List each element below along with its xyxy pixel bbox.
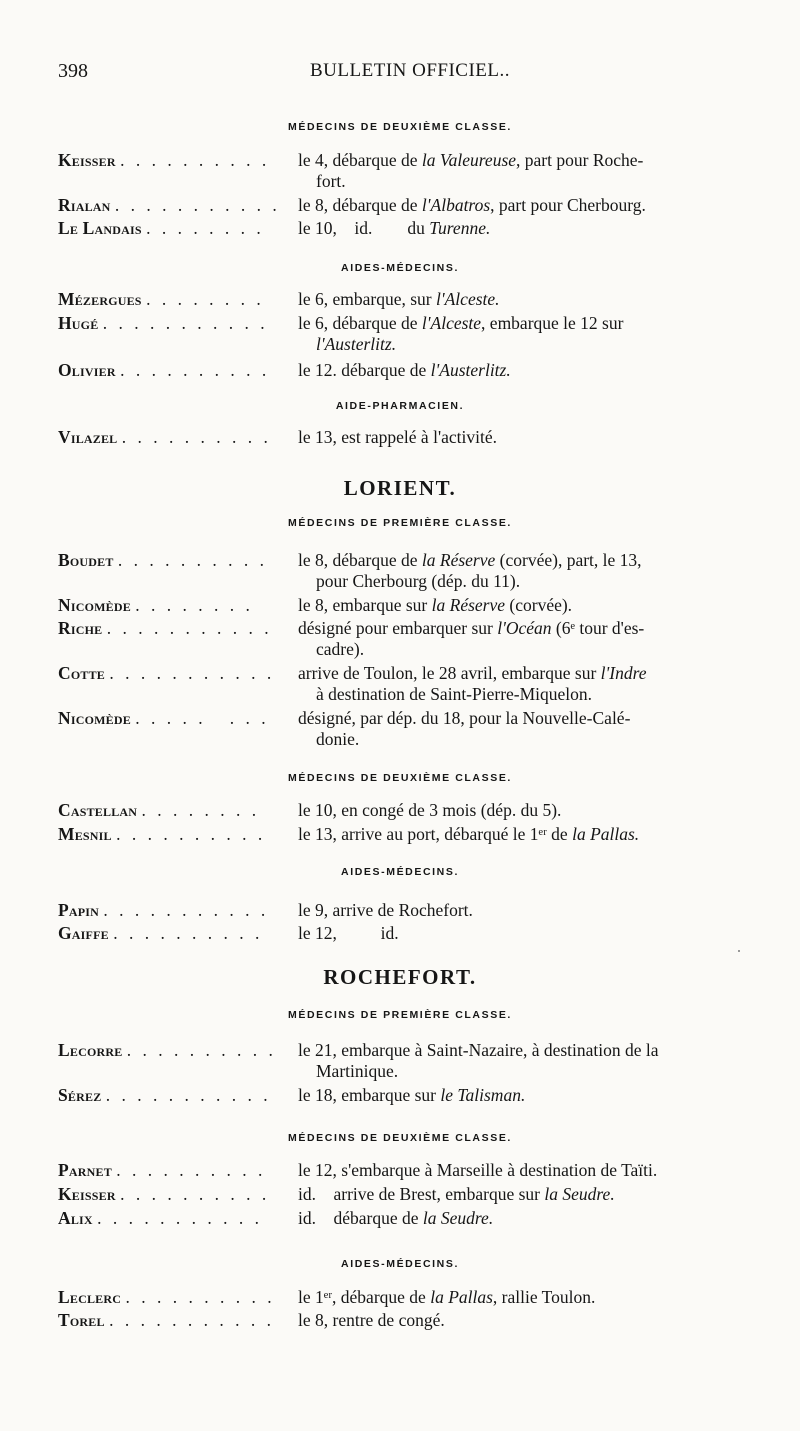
entry-name: Gaiffe xyxy=(58,923,109,943)
section-heading: MÉDECINS DE PREMIÈRE CLASSE. xyxy=(288,517,512,529)
entry-boudet: Boudet . . . . . . . . . . le 8, débarque de la Réserve (corvée), part, le 13, pour Cherbourg (dép. du 11). xyxy=(58,550,642,591)
entry-parnet: Parnet . . . . . . . . . . le 12, s'embarque à Marseille à destination de Taïti. xyxy=(58,1160,658,1180)
entry-name: Alix xyxy=(58,1208,93,1228)
section-heading: MÉDECINS DE DEUXIÈME CLASSE. xyxy=(288,772,512,784)
entry-name: Papin xyxy=(58,900,100,920)
entry-name: Rialan xyxy=(58,195,111,215)
entry-cotte: Cotte . . . . . . . . . . . arrive de Toulon, le 28 avril, embarque sur l'Indre à destination de Saint-Pierre-Miquelon. xyxy=(58,663,647,704)
entry-riche: Riche . . . . . . . . . . . désigné pour embarquer sur l'Océan (6ᵉ tour d'es- cadre). xyxy=(58,618,645,659)
entry-name: Cotte xyxy=(58,663,105,683)
entry-mesnil: Mesnil . . . . . . . . . . le 13, arrive au port, débarqué le 1ᵉʳ de la Pallas. xyxy=(58,824,640,844)
entry-name: Leclerc xyxy=(58,1287,122,1307)
print-speck xyxy=(738,950,740,952)
entry-rialan: Rialan . . . . . . . . . . . le 8, débarque de l'Albatros, part pour Cherbourg. xyxy=(58,195,646,215)
entry-name: Keisser xyxy=(58,150,116,170)
entry-serez: Sérez . . . . . . . . . . . le 18, embarque sur le Talisman. xyxy=(58,1085,526,1105)
entry-olivier: Olivier . . . . . . . . . . le 12. débarque de l'Austerlitz. xyxy=(58,360,511,380)
section-heading: MÉDECINS DE DEUXIÈME CLASSE. xyxy=(288,121,512,133)
entry-name: Torel xyxy=(58,1310,105,1330)
entry-name: Nicomède xyxy=(58,708,131,728)
port-heading-rochefort: ROCHEFORT. xyxy=(323,965,477,989)
entry-keisser: Keisser . . . . . . . . . . le 4, débarque de la Valeureuse, part pour Roche- fort. xyxy=(58,150,644,191)
entry-mezergues: Mézergues . . . . . . . . le 6, embarque, sur l'Alceste. xyxy=(58,289,500,309)
entry-nicomede-2: Nicomède . . . . . . . . désigné, par dép. du 18, pour la Nouvelle-Calé- donie. xyxy=(58,708,631,749)
entry-nicomede: Nicomède . . . . . . . . le 8, embarque sur la Réserve (corvée). xyxy=(58,595,573,615)
entry-name: Le Landais xyxy=(58,218,142,238)
entry-papin: Papin . . . . . . . . . . . le 9, arrive de Rochefort. xyxy=(58,900,473,920)
entry-name: Hugé xyxy=(58,313,99,333)
entry-name: Mézergues xyxy=(58,289,142,309)
section-heading: MÉDECINS DE PREMIÈRE CLASSE. xyxy=(288,1009,512,1021)
section-heading: AIDES-MÉDECINS. xyxy=(341,866,459,878)
page-number: 398 xyxy=(58,60,88,82)
entry-alix: Alix . . . . . . . . . . . id. débarque de la Seudre. xyxy=(58,1208,494,1228)
entry-leclerc: Leclerc . . . . . . . . . . le 1ᵉʳ, débarque de la Pallas, rallie Toulon. xyxy=(58,1287,596,1307)
entry-name: Olivier xyxy=(58,360,116,380)
port-heading-lorient: LORIENT. xyxy=(343,476,457,500)
entry-name: Sérez xyxy=(58,1085,102,1105)
section-heading: AIDES-MÉDECINS. xyxy=(341,262,459,274)
entry-name: Riche xyxy=(58,618,103,638)
section-heading: MÉDECINS DE DEUXIÈME CLASSE. xyxy=(288,1132,512,1144)
entry-name: Boudet xyxy=(58,550,114,570)
entry-name: Mesnil xyxy=(58,824,112,844)
section-heading: AIDES-MÉDECINS. xyxy=(341,1258,459,1270)
entry-name: Parnet xyxy=(58,1160,112,1180)
entry-name: Vilazel xyxy=(58,427,118,447)
entry-torel: Torel . . . . . . . . . . . le 8, rentre de congé. xyxy=(58,1310,445,1330)
running-title: BULLETIN OFFICIEL.. xyxy=(310,60,511,81)
entry-name: Nicomède xyxy=(58,595,131,615)
entry-castellan: Castellan . . . . . . . . le 10, en congé de 3 mois (dép. du 5). xyxy=(58,800,562,820)
entry-gaiffe: Gaiffe . . . . . . . . . . le 12, id. xyxy=(58,923,399,943)
section-heading: AIDE-PHARMACIEN. xyxy=(335,400,465,412)
entry-huge: Hugé . . . . . . . . . . . le 6, débarque de l'Alceste, embarque le 12 sur l'Austerlitz. xyxy=(58,313,624,354)
entry-name: Keisser xyxy=(58,1184,116,1204)
entry-vilazel: Vilazel . . . . . . . . . . le 13, est rappelé à l'activité. xyxy=(58,427,497,447)
entry-name: Lecorre xyxy=(58,1040,123,1060)
entry-keisser-2: Keisser . . . . . . . . . . id. arrive de Brest, embarque sur la Seudre. xyxy=(58,1184,615,1204)
entry-lecorre: Lecorre . . . . . . . . . . le 21, embarque à Saint-Nazaire, à destination de la Martinique. xyxy=(58,1040,659,1081)
entry-le-landais: Le Landais . . . . . . . . le 10, id. du Turenne. xyxy=(58,218,491,238)
entry-name: Castellan xyxy=(58,800,138,820)
